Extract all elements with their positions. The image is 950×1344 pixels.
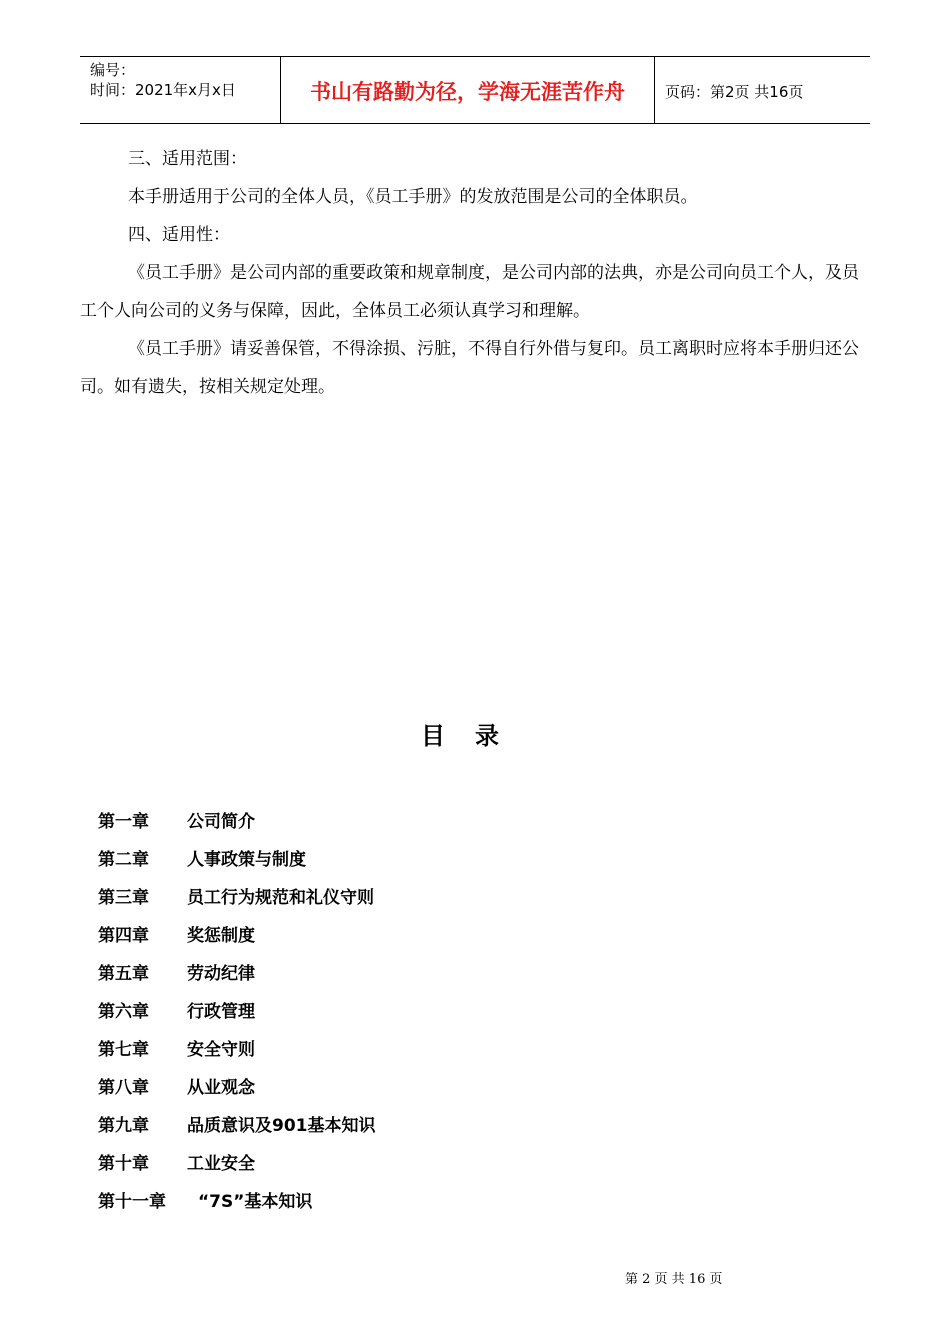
toc-chapter-title: 安全守则 [187,1039,255,1060]
toc-chapter: 第九章 [98,1115,149,1136]
toc-chapter: 第十章 [98,1153,149,1174]
toc-chapter-title: “7S”基本知识 [198,1191,313,1212]
toc-chapter-title: 劳动纪律 [187,963,255,984]
toc-chapter: 第二章 [98,849,149,870]
toc-chapter: 第十一章 [98,1191,166,1212]
page-header [80,56,870,124]
toc-chapter: 第七章 [98,1039,149,1060]
toc-item [98,838,376,876]
toc-chapter: 第八章 [98,1077,149,1098]
toc-item [98,876,376,914]
toc-chapter: 第六章 [98,1001,149,1022]
toc-chapter-title: 奖惩制度 [187,925,255,946]
toc-chapter: 第五章 [98,963,149,984]
toc-title: 目录 [421,722,529,750]
header-meta [80,57,281,123]
toc-item [98,1104,376,1142]
header-page-info [655,57,870,123]
toc-item [98,1028,376,1066]
paragraph: 《员工手册》请妥善保管，不得涂损、污脏，不得自行外借与复印。员工离职时应将本手册归还公司。如有遗失，按相关规定处理。 [80,339,859,397]
toc-item [98,1142,376,1180]
motto-text: 书山有路勤为径，学海无涯苦作舟 [310,80,625,104]
paragraph: 《员工手册》是公司内部的重要政策和规章制度，是公司内部的法典，亦是公司向员工个人，及员工个人向公司的义务与保障，因此，全体员工必须认真学习和理解。 [80,263,859,321]
toc-item [98,914,376,952]
toc-chapter-title: 人事政策与制度 [187,849,306,870]
page-footer: 第 2 页 共 16 页 [625,1272,723,1287]
document-date: 时间：2021年x月x日 [90,81,236,99]
toc-chapter-title: 品质意识及901基本知识 [187,1115,376,1136]
document-number-label: 编号： [90,61,136,79]
toc-item [98,1066,376,1104]
section-heading: 四、适用性： [128,225,230,245]
toc-item [98,990,376,1028]
header-page-number: 页码：第2页 共16页 [665,82,804,101]
toc-chapter-title: 员工行为规范和礼仪守则 [187,887,374,908]
toc-chapter: 第四章 [98,925,149,946]
toc-chapter-title: 从业观念 [187,1077,255,1098]
paragraph: 本手册适用于公司的全体人员，《员工手册》的发放范围是公司的全体职员。 [128,187,698,207]
toc-chapter: 第一章 [98,811,149,832]
header-motto [281,57,655,123]
toc-item [98,952,376,990]
toc-chapter: 第三章 [98,887,149,908]
toc-chapter-title: 公司简介 [187,811,255,832]
toc-item [98,1180,376,1218]
toc-chapter-title: 工业安全 [187,1153,255,1174]
table-of-contents [98,800,376,1218]
section-heading: 三、适用范围： [128,149,247,169]
toc-item [98,800,376,838]
document-body [80,140,870,406]
toc-chapter-title: 行政管理 [187,1001,255,1022]
